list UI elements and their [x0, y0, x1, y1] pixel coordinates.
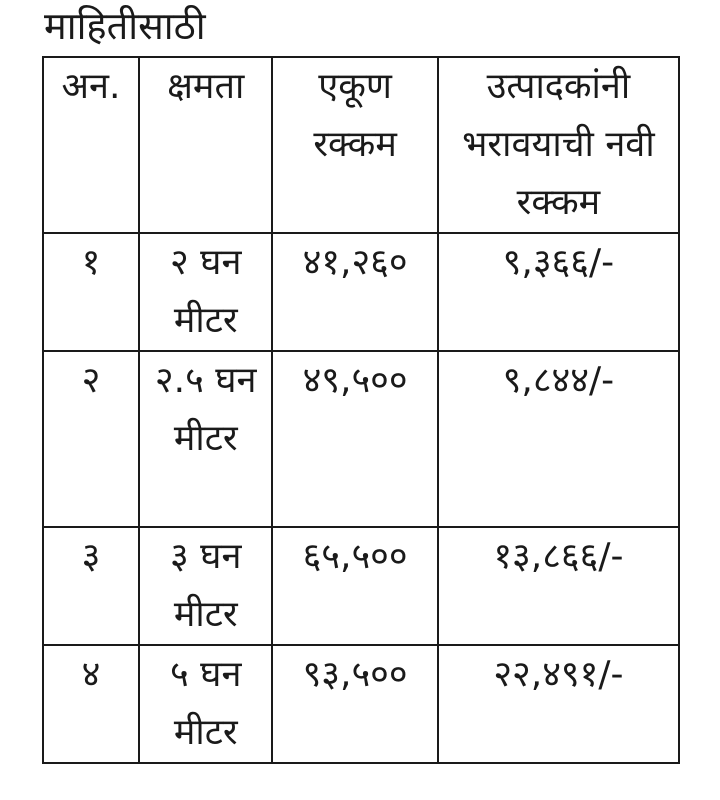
header-serial-number: अन.: [43, 57, 139, 233]
table-row: [43, 527, 679, 645]
cell-total-amount: ६५,५००: [272, 527, 437, 645]
table-row: [43, 233, 679, 351]
header-new-amount: उत्पादकांनी भरावयाची नवी रक्कम: [438, 57, 679, 233]
cell-serial-number: १: [43, 233, 139, 351]
cell-capacity: ५ घन मीटर: [139, 645, 272, 763]
header-capacity: क्षमता: [139, 57, 272, 233]
table-row: [43, 645, 679, 763]
cell-new-amount: १३,८६६/-: [438, 527, 679, 645]
cell-capacity: २ घन मीटर: [139, 233, 272, 351]
cell-total-amount: ४९,५००: [272, 351, 437, 527]
cell-capacity: २.५ घन मीटर: [139, 351, 272, 527]
cell-serial-number: ४: [43, 645, 139, 763]
table-row: [43, 351, 679, 527]
price-table: [42, 56, 680, 764]
cell-total-amount: ९३,५००: [272, 645, 437, 763]
cell-serial-number: २: [43, 351, 139, 527]
header-total-amount: एकूण रक्कम: [272, 57, 437, 233]
page-heading: माहितीसाठी: [44, 4, 206, 48]
cell-new-amount: ९,८४४/-: [438, 351, 679, 527]
table-header-row: [43, 57, 679, 233]
cell-new-amount: ९,३६६/-: [438, 233, 679, 351]
cell-capacity: ३ घन मीटर: [139, 527, 272, 645]
cell-new-amount: २२,४९१/-: [438, 645, 679, 763]
cell-total-amount: ४१,२६०: [272, 233, 437, 351]
cell-serial-number: ३: [43, 527, 139, 645]
